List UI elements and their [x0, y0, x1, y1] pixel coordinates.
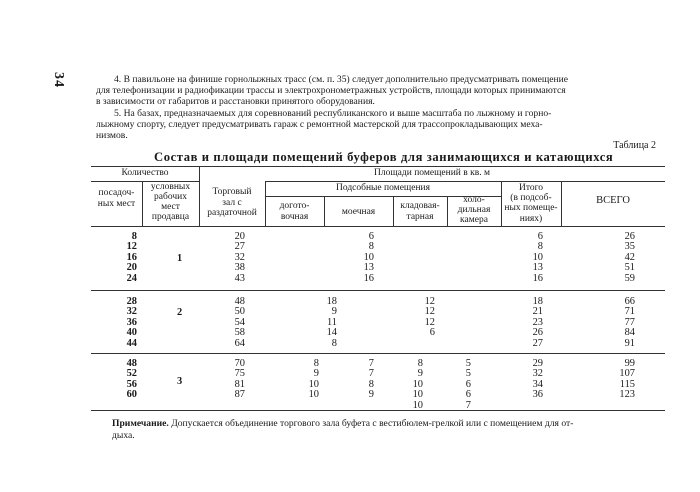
cell: 10 — [363, 251, 374, 263]
cell: 16 — [363, 272, 374, 284]
cell: 77 — [624, 316, 635, 328]
cell: 18 — [532, 296, 543, 307]
cell: 58 — [234, 327, 245, 339]
header-rabochikh-mest: условных рабочих мест продавца — [150, 182, 191, 222]
group-3-cold — [447, 359, 471, 411]
cell: 13 — [363, 262, 374, 274]
group-1-seats — [91, 232, 137, 284]
cell: 21 — [532, 306, 543, 318]
group-2-workers: 2 — [177, 307, 183, 318]
header-kladovaya: кладовая- тарная — [400, 201, 440, 222]
cell: 29 — [532, 358, 543, 369]
cell: 10 — [412, 378, 423, 390]
header-itogo: Итого (в подсоб- ных помеще- ниях) — [504, 183, 558, 224]
table-rule — [91, 166, 665, 167]
cell: 8 — [368, 241, 374, 253]
paragraph-4 — [96, 74, 662, 108]
cell: 27 — [532, 337, 543, 349]
cell: 84 — [624, 327, 635, 339]
cell: 10 — [308, 378, 319, 390]
cell: 18 — [326, 296, 337, 307]
cell: 6 — [429, 327, 435, 339]
header-moechnaya: моечная — [341, 207, 376, 217]
cell: 115 — [619, 378, 635, 390]
cell: 48 — [126, 358, 137, 369]
paragraph-5-line: лыжному спорту, следует предусматривать гараж с ремонтной мастерской для трассопрокладывающих меха- — [96, 119, 543, 131]
cell: 28 — [126, 296, 137, 307]
cell: 70 — [234, 358, 245, 369]
cell: 32 — [126, 306, 137, 318]
cell: 36 — [532, 389, 543, 401]
cell: 51 — [624, 262, 635, 274]
group-3-store — [393, 359, 423, 411]
cell: 123 — [619, 389, 635, 401]
cell: 6 — [465, 389, 471, 401]
cell: 91 — [624, 337, 635, 349]
cell: 27 — [234, 241, 245, 253]
group-2-seats — [91, 297, 137, 349]
cell: 81 — [234, 378, 245, 390]
cell: 66 — [624, 296, 635, 307]
cell: 14 — [326, 327, 337, 339]
cell: 48 — [234, 296, 245, 307]
paragraph-4-line: в зависимости от габаритов и расстановки принятого оборудования. — [96, 96, 375, 108]
cell: 8 — [537, 241, 543, 253]
group-2-prep — [265, 297, 337, 349]
group-1-workers: 1 — [177, 253, 183, 264]
group-3-workers: 3 — [177, 376, 183, 387]
cell: 52 — [126, 368, 137, 380]
cell: 8 — [368, 378, 374, 390]
paragraph-4-line: 4. В павильоне на финише горнолыжных трасс (см. п. 35) следует дополнительно предусматривать помещение — [114, 74, 569, 85]
table-label: Таблица 2 — [613, 140, 656, 151]
cell: 87 — [234, 389, 245, 401]
cell: 7 — [368, 368, 374, 380]
cell: 6 — [465, 378, 471, 390]
data-table — [91, 166, 665, 411]
note-text: Допускается объединение торгового зала буфета с вестибюлем-грелкой или с помещением для от- — [168, 418, 574, 429]
cell: 32 — [532, 368, 543, 380]
cell: 11 — [326, 316, 337, 328]
cell: 12 — [424, 316, 435, 328]
cell: 9 — [368, 389, 374, 401]
cell: 7 — [465, 399, 471, 411]
cell: 43 — [234, 272, 245, 284]
cell: 5 — [465, 368, 471, 380]
note-label: Примечание. — [112, 418, 169, 429]
cell: 10 — [412, 399, 423, 411]
cell: 12 — [126, 241, 137, 253]
cell: 59 — [624, 272, 635, 284]
table-rule — [265, 181, 665, 182]
note-text-continued: дыха. — [112, 430, 135, 441]
paragraph-4-line: для телефонизации и радиофикации трассы и электрохронометражных устройств, площади которых принимаются — [96, 85, 566, 97]
cell: 7 — [368, 358, 374, 369]
cell: 38 — [234, 262, 245, 274]
cell: 6 — [537, 231, 543, 242]
cell: 56 — [126, 378, 137, 390]
group-3-seats — [91, 359, 137, 401]
group-3-itogo — [501, 359, 543, 401]
group-1-trade — [199, 232, 245, 284]
table-rule — [91, 353, 665, 354]
cell: 9 — [417, 368, 423, 380]
group-2-itogo — [501, 297, 543, 349]
header-posadochnykh-mest: посадоч- ных мест — [97, 188, 136, 209]
cell: 40 — [126, 327, 137, 339]
table-rule — [91, 290, 665, 291]
cell: 10 — [412, 389, 423, 401]
paragraph-5 — [96, 108, 662, 142]
cell: 26 — [532, 327, 543, 339]
paragraph-5-line: 5. На базах, предназначаемых для соревнований республиканского и выше масштаба по лыжному и горно- — [114, 108, 552, 119]
group-2-trade — [199, 297, 245, 349]
cell: 54 — [234, 316, 245, 328]
cell: 50 — [234, 306, 245, 318]
cell: 71 — [624, 306, 635, 318]
group-2-store — [393, 297, 435, 339]
header-kholodilnaya: холо- дильная камера — [457, 195, 491, 225]
cell: 75 — [234, 368, 245, 380]
cell: 20 — [234, 231, 245, 242]
cell: 16 — [532, 272, 543, 284]
group-1-vsego — [561, 232, 635, 284]
cell: 13 — [532, 262, 543, 274]
group-3-prep — [265, 359, 319, 401]
cell: 34 — [532, 378, 543, 390]
paragraph-5-line: низмов. — [96, 130, 128, 142]
cell: 24 — [126, 272, 137, 284]
cell: 5 — [465, 358, 471, 369]
group-1-wash — [324, 232, 374, 284]
cell: 16 — [126, 251, 137, 263]
cell: 26 — [624, 231, 635, 242]
cell: 32 — [234, 251, 245, 263]
cell: 35 — [624, 241, 635, 253]
header-vsego: ВСЕГО — [596, 195, 630, 206]
cell: 10 — [308, 389, 319, 401]
cell: 10 — [532, 251, 543, 263]
header-dogotovochnaya: догото- вочная — [279, 201, 310, 222]
cell: 8 — [313, 358, 319, 369]
cell: 64 — [234, 337, 245, 349]
cell: 20 — [126, 262, 137, 274]
cell: 42 — [624, 251, 635, 263]
table-title: Состав и площади помещений буферов для занимающихся и катающихся — [154, 150, 614, 164]
page-number: 34 — [51, 72, 66, 88]
cell: 8 — [331, 337, 337, 349]
table-rule — [91, 410, 665, 411]
cell: 36 — [126, 316, 137, 328]
header-torgovyi-zal: Торговый зал с раздаточной — [207, 187, 257, 218]
group-1-itogo — [501, 232, 543, 284]
cell: 107 — [619, 368, 635, 380]
cell: 23 — [532, 316, 543, 328]
group-3-wash — [324, 359, 374, 401]
cell: 6 — [368, 231, 374, 242]
table-note — [112, 418, 664, 442]
header-ploshchadi: Площади помещений в кв. м — [374, 168, 490, 178]
cell: 12 — [424, 306, 435, 318]
cell: 60 — [126, 389, 137, 401]
table-rule — [91, 226, 665, 227]
group-3-trade — [199, 359, 245, 401]
group-2-vsego — [561, 297, 635, 349]
cell: 12 — [424, 296, 435, 307]
cell: 9 — [313, 368, 319, 380]
group-3-vsego — [561, 359, 635, 401]
header-kolichestvo: Количество — [121, 168, 169, 178]
cell: 8 — [417, 358, 423, 369]
cell: 44 — [126, 337, 137, 349]
cell: 99 — [624, 358, 635, 369]
cell: 9 — [331, 306, 337, 318]
cell: 8 — [131, 231, 137, 242]
header-podsobnye: Подсобные помещения — [336, 183, 430, 193]
